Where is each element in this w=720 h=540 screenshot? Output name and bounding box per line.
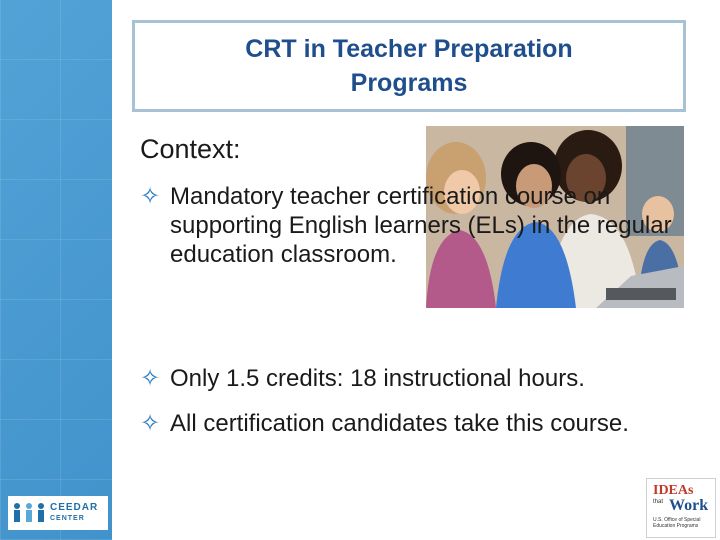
title-box [132, 20, 686, 112]
people-icon [12, 502, 46, 524]
bullet-item [140, 409, 680, 438]
bullet-text: All certification candidates take this course. [170, 410, 629, 437]
context-label: Context: [140, 134, 241, 164]
bullet-text: Only 1.5 credits: 18 instructional hours. [170, 365, 585, 392]
slide-title: CRT in Teacher Preparation Programs [245, 35, 573, 97]
bullet-text: Mandatory teacher certification course on supporting English learners (ELs) in the regular education classroom. [170, 183, 672, 268]
sparkle-bullet-icon: ✧ [140, 410, 161, 437]
ideas-work-text: Work [669, 497, 709, 514]
ceedar-name: CEEDAR [50, 502, 99, 513]
ideas-main-text: IDEAs [653, 483, 694, 498]
ceedar-sub: CENTER [50, 515, 85, 522]
ceedar-logo [8, 496, 108, 530]
sparkle-bullet-icon: ✧ [140, 365, 161, 392]
bullet-item [140, 182, 680, 269]
ideas-that-work-logo [646, 478, 716, 538]
ideas-office-text: U.S. Office of Special Education Programs [653, 517, 701, 529]
sparkle-bullet-icon: ✧ [140, 183, 161, 210]
bullet-item [140, 364, 680, 393]
ideas-connector-text: that [653, 499, 664, 505]
